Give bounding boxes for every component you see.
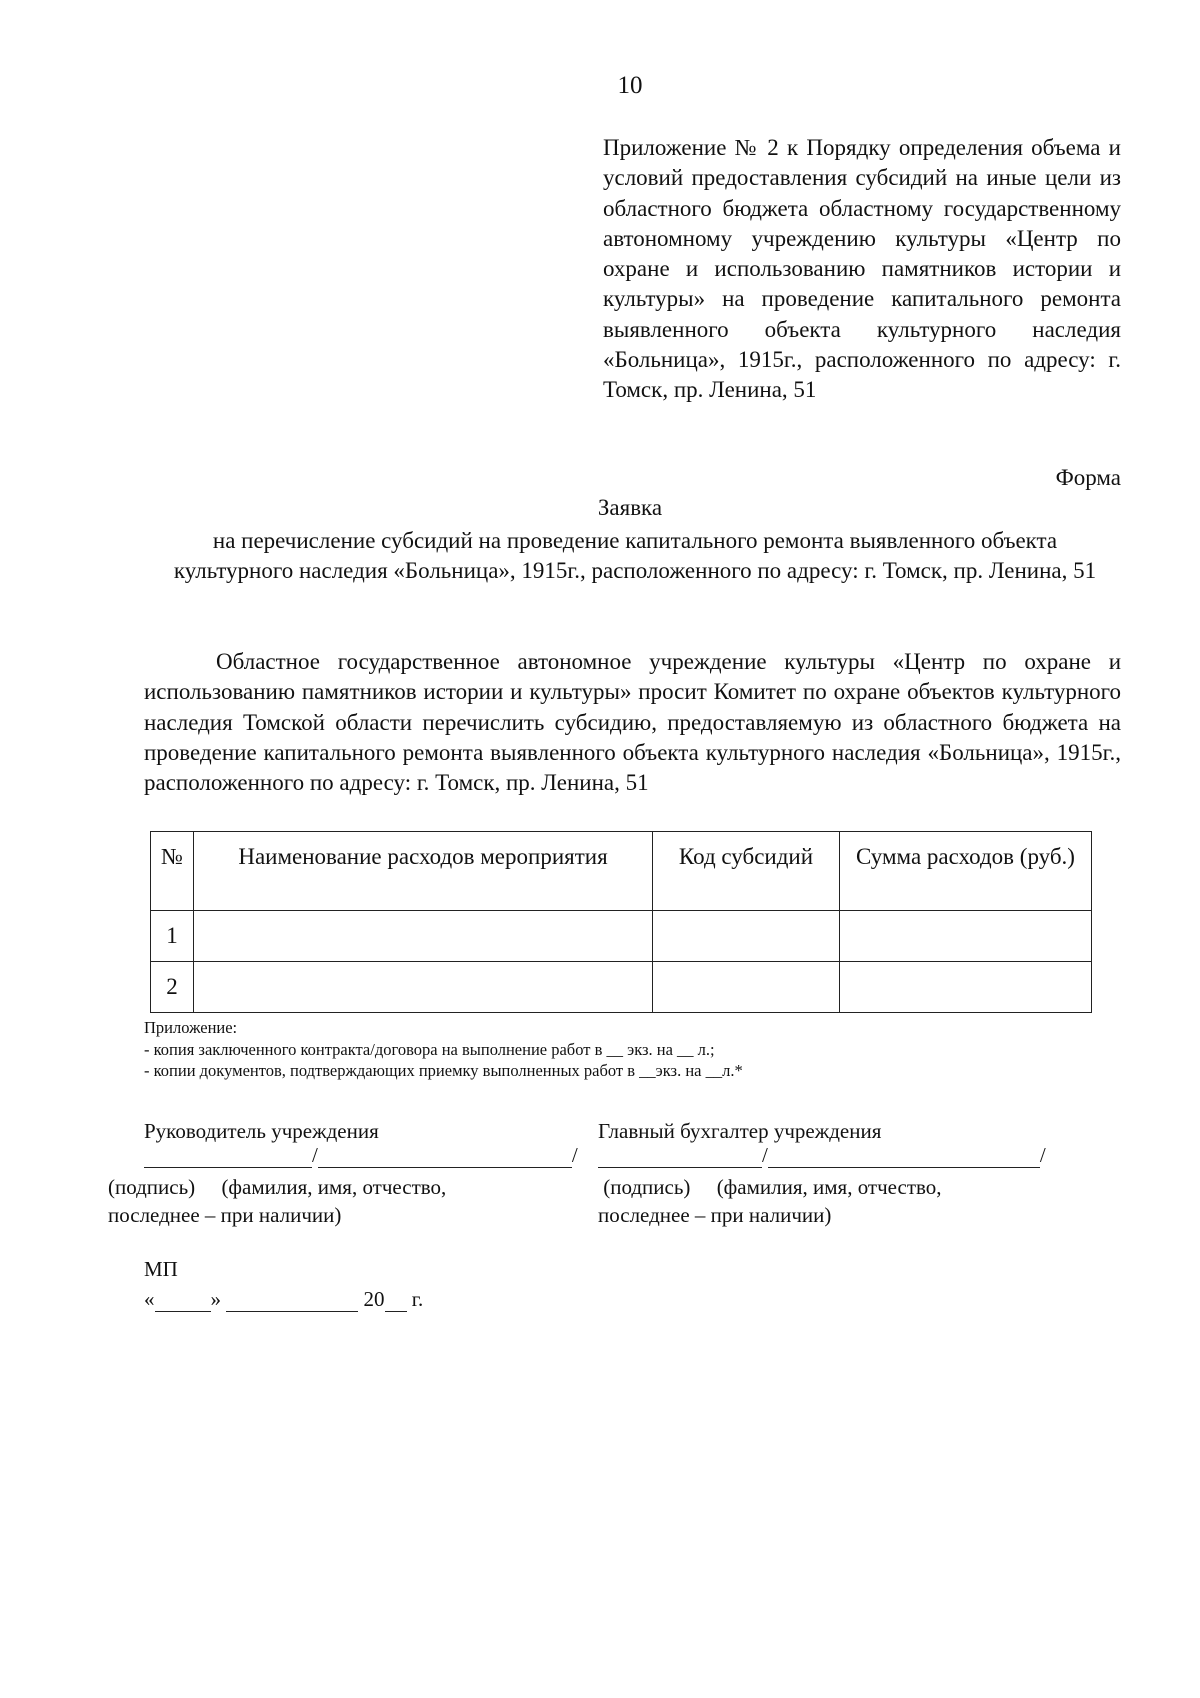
attachment-item: - копия заключенного контракта/договора на выполнение работ в __ экз. на __ л.;: [144, 1039, 715, 1059]
head-signature-caption: [108, 1173, 446, 1229]
date-close-quote: »: [210, 1287, 221, 1311]
year-prefix: 20: [363, 1287, 385, 1311]
signature-separator: /: [762, 1143, 768, 1167]
attachments-list: [144, 1017, 743, 1082]
head-signature-line[interactable]: [144, 1143, 578, 1168]
year-suffix: г.: [411, 1287, 424, 1311]
caption-name-2: последнее – при наличии): [598, 1203, 832, 1227]
accountant-signature-caption: [598, 1173, 942, 1229]
header-number: №: [151, 832, 194, 911]
signature-separator: /: [312, 1143, 318, 1167]
form-label: Форма: [1055, 465, 1121, 490]
header-expense-name: Наименование расходов мероприятия: [194, 832, 653, 911]
head-name-blank[interactable]: [318, 1145, 572, 1168]
document-subtitle: на перечисление субсидий на проведение капитального ремонта выявленного объекта культурного наследия «Больница», 1915г., расположенного по адресу: г. Томск, пр. Ленина, 51: [173, 528, 1097, 584]
row-expense-sum[interactable]: [840, 962, 1092, 1013]
caption-name-2: последнее – при наличии): [108, 1203, 342, 1227]
accountant-signature-blank[interactable]: [598, 1145, 762, 1168]
head-signature-blank[interactable]: [144, 1145, 312, 1168]
caption-name: (фамилия, имя, отчество,: [716, 1175, 942, 1199]
row-number: 2: [151, 962, 194, 1013]
intro-paragraph: Областное государственное автономное учреждение культуры «Центр по охране и использованию памятников истории и культуры» просит Комитет по охране объектов культурного наследия Томской области перечислить субсидию, предоставляемую из областного бюджета на проведение капитального ремонта выявленного объекта культурного наследия «Больница», 1915г., расположенного по адресу: г. Томск, пр. Ленина, 51: [144, 649, 1121, 796]
signature-separator: /: [571, 1143, 578, 1167]
date-line[interactable]: [144, 1287, 423, 1312]
attachments-heading: Приложение:: [144, 1018, 238, 1037]
row-subsidy-code[interactable]: [653, 962, 840, 1013]
month-blank[interactable]: [226, 1289, 358, 1312]
row-expense-sum[interactable]: [840, 911, 1092, 962]
header-expense-sum: Сумма расходов (руб.): [840, 832, 1092, 911]
table-row: [151, 962, 1092, 1013]
signature-separator: /: [1039, 1143, 1046, 1167]
accountant-signature-line[interactable]: [598, 1143, 1046, 1168]
appendix-reference: Приложение № 2 к Порядку определения объема и условий предоставления субсидий на иные цели из областного бюджета областному государственному автономному учреждению культуры «Центр по охране и использованию памятников истории и культуры» на проведение капитального ремонта выявленного объекта культурного наследия «Больница», 1915г., расположенного по адресу: г. Томск, пр. Ленина, 51: [603, 135, 1121, 403]
caption-sign: (подпись): [108, 1175, 196, 1199]
caption-sign: (подпись): [603, 1175, 691, 1199]
caption-name: (фамилия, имя, отчество,: [221, 1175, 447, 1199]
stamp-label: МП: [144, 1257, 178, 1281]
date-open-quote: «: [144, 1287, 155, 1311]
row-number: 1: [151, 911, 194, 962]
table-row: [151, 911, 1092, 962]
day-blank[interactable]: [155, 1289, 211, 1312]
document-title: Заявка: [597, 495, 663, 520]
header-subsidy-code: Код субсидий: [653, 832, 840, 911]
expenses-table: [150, 831, 1092, 1013]
accountant-signature-title: Главный бухгалтер учреждения: [598, 1119, 882, 1143]
table-header-row: [151, 832, 1092, 911]
attachment-item: - копии документов, подтверждающих приемку выполненных работ в __экз. на __л.*: [144, 1061, 743, 1080]
head-signature-title: Руководитель учреждения: [144, 1119, 379, 1143]
year-blank[interactable]: [385, 1289, 407, 1312]
page-number: 10: [617, 72, 643, 99]
row-expense-name[interactable]: [194, 911, 653, 962]
row-expense-name[interactable]: [194, 962, 653, 1013]
accountant-name-blank[interactable]: [768, 1145, 1040, 1168]
row-subsidy-code[interactable]: [653, 911, 840, 962]
